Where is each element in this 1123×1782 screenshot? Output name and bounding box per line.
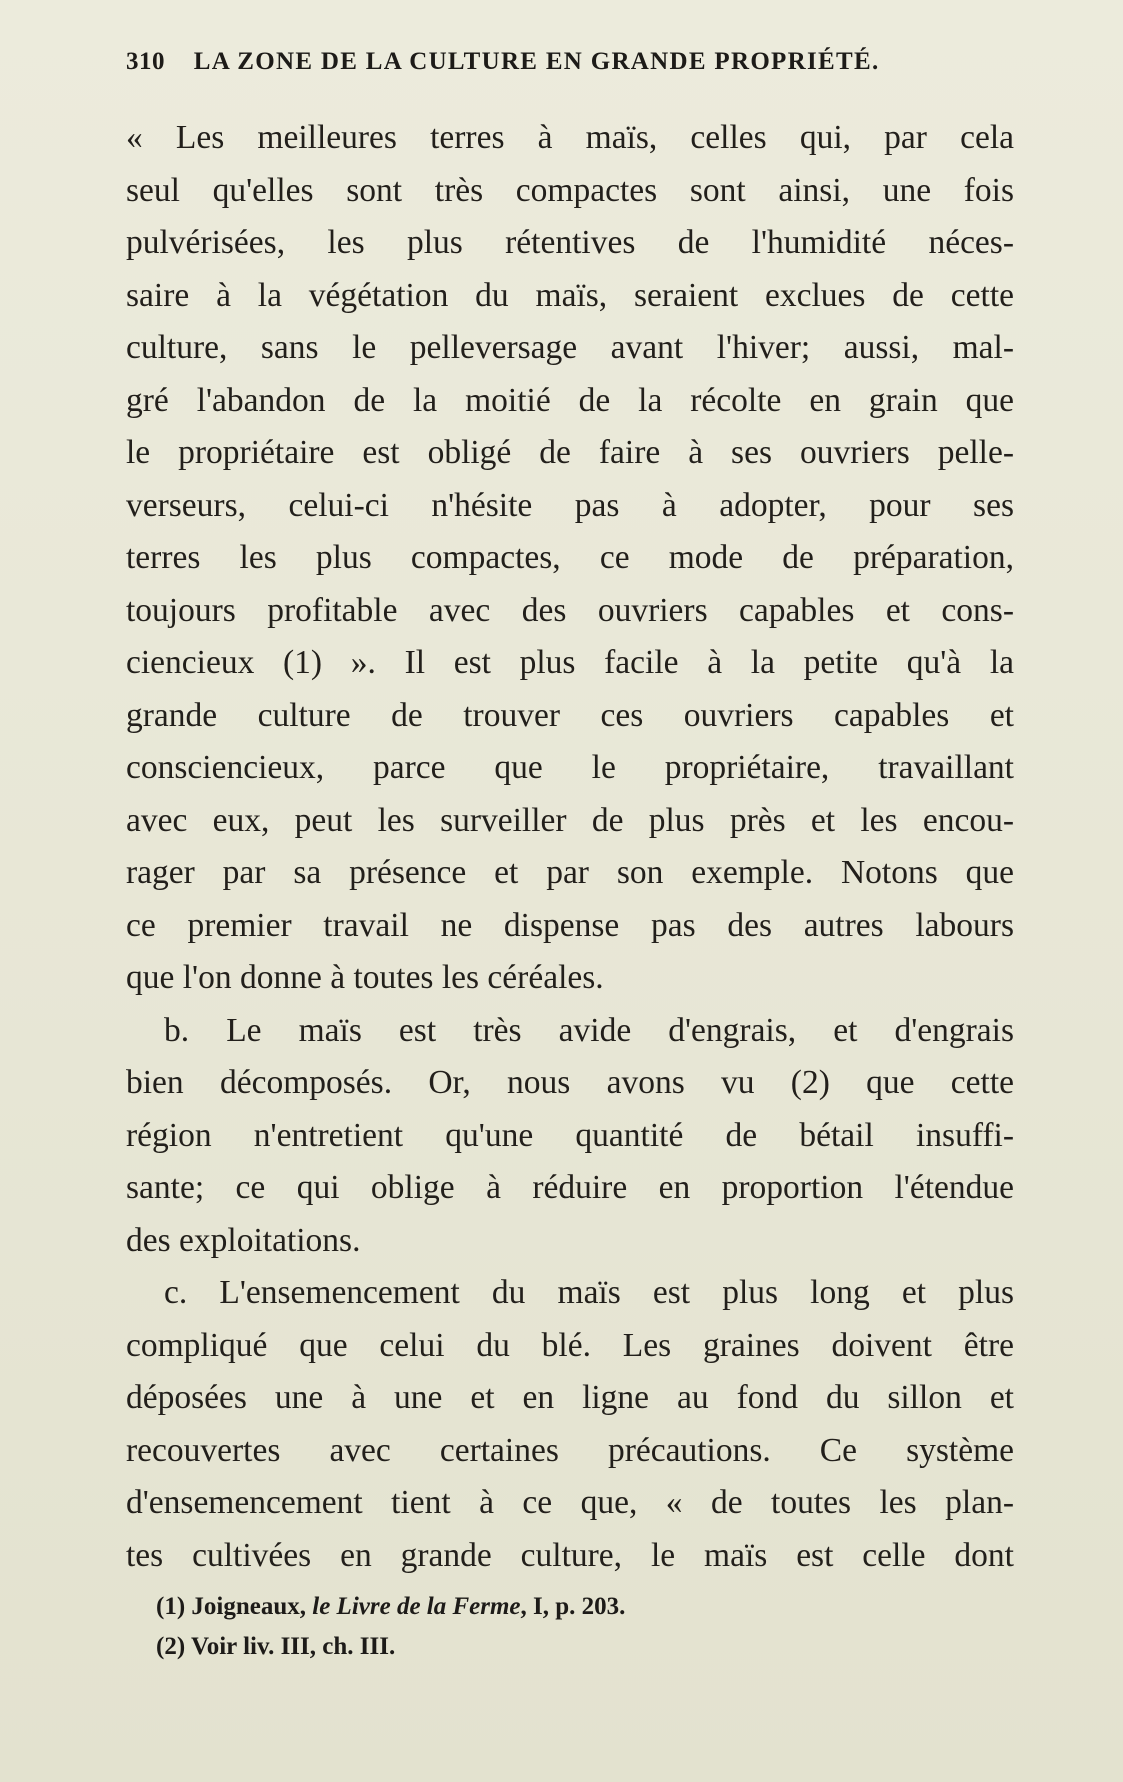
text-line: grande culture de trouver ces ouvriers capables et [126, 696, 1014, 734]
text-line: déposées une à une et en ligne au fond du sillon et [126, 1379, 1014, 1416]
footnote-marker: (2) [156, 1633, 186, 1660]
text-line: compliqué que celui du blé. Les graines doivent être [126, 1326, 1014, 1364]
text-line: seul qu'elles sont très compactes sont ainsi, une fois [126, 171, 1014, 209]
text-line: verseurs, celui-ci n'hésite pas à adopter, pour ses [126, 486, 1014, 524]
text-line: recouvertes avec certaines précautions. Ce système [126, 1431, 1014, 1469]
text-line: bien décomposés. Or, nous avons vu (2) que cette [126, 1064, 1014, 1101]
running-header [126, 48, 986, 76]
text-line: terres les plus compactes, ce mode de préparation, [126, 539, 1014, 576]
page-number: 310 [126, 48, 165, 75]
footnotes [156, 1587, 986, 1667]
text-line: consciencieux, parce que le propriétaire, travaillant [126, 749, 1014, 786]
text-line: b. Le maïs est très avide d'engrais, et d'engrais [164, 1011, 1014, 1049]
text-line: le propriétaire est obligé de faire à ses ouvriers pelle- [126, 434, 1014, 471]
text-line: avec eux, peut les surveiller de plus près et les encou- [126, 801, 1014, 839]
text-line: « Les meilleures terres à maïs, celles qui, par cela [126, 119, 1014, 156]
text-line: tes cultivées en grande culture, le maïs est celle dont [126, 1536, 1014, 1574]
text-line: toujours profitable avec des ouvriers capables et cons- [126, 591, 1014, 629]
text-line: rager par sa présence et par son exemple. Notons que [126, 854, 1014, 891]
text-line: région n'entretient qu'une quantité de bétail insuffi- [126, 1116, 1014, 1154]
footnote-reference: , I, p. 203. [520, 1593, 626, 1620]
footnote-marker: (1) [156, 1593, 186, 1620]
text-line: c. L'ensemencement du maïs est plus long et plus [164, 1274, 1014, 1311]
text-line: saire à la végétation du maïs, seraient exclues de cette [126, 276, 1014, 314]
footnote-book-title: le Livre de la Ferme [312, 1593, 521, 1620]
footnote-text: Voir liv. III, ch. III. [190, 1633, 396, 1660]
body-text [126, 112, 1014, 1582]
text-line: gré l'abandon de la moitié de la récolte en grain que [126, 381, 1014, 419]
footnote-1 [156, 1587, 986, 1627]
footnote-2 [156, 1627, 986, 1667]
text-line: ciencieux (1) ». Il est plus facile à la petite qu'à la [126, 644, 1014, 681]
text-line: ce premier travail ne dispense pas des autres labours [126, 906, 1014, 944]
text-line: sante; ce qui oblige à réduire en proportion l'étendue [126, 1169, 1014, 1206]
text-line: pulvérisées, les plus rétentives de l'humidité néces- [126, 224, 1014, 261]
text-line: des exploitations. [126, 1221, 361, 1259]
text-line: que l'on donne à toutes les céréales. [126, 959, 604, 996]
text-line: culture, sans le pelleversage avant l'hiver; aussi, mal- [126, 329, 1014, 366]
running-title: LA ZONE DE LA CULTURE EN GRANDE PROPRIÉTÉ. [193, 48, 880, 75]
text-line: d'ensemencement tient à ce que, « de toutes les plan- [126, 1484, 1014, 1521]
footnote-author: Joigneaux, [191, 1593, 307, 1620]
